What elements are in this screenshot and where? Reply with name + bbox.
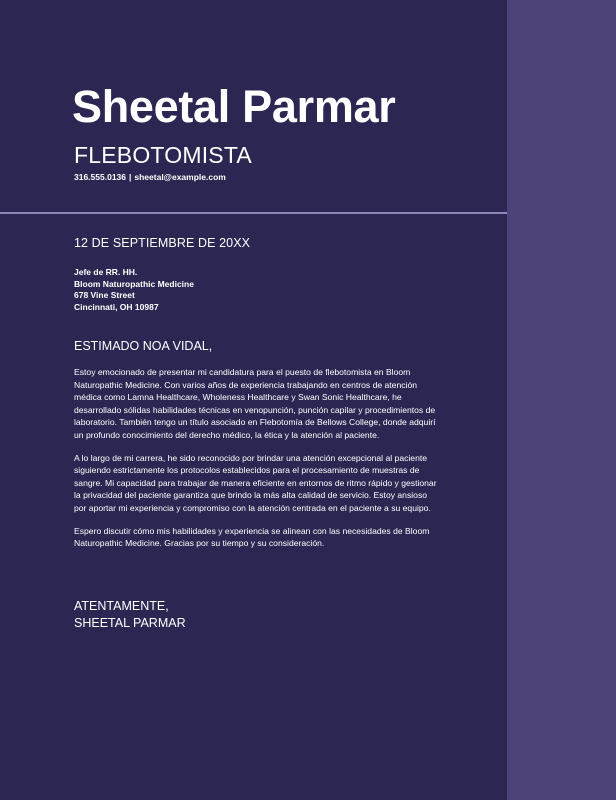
contact-separator: | bbox=[129, 172, 132, 182]
recipient-city: Cincinnati, OH 10987 bbox=[74, 301, 159, 312]
body-paragraph-3: Espero discutir cómo mis habilidades y experiencia se alinean con las necesidades de Bloom Naturopathic Medicine. Gracias por su tiempo y su consideración. bbox=[74, 525, 430, 549]
recipient-address bbox=[74, 267, 194, 313]
body-paragraph-2: A lo largo de mi carrera, he sido reconocido por brindar una atención excepcional al paciente siguiendo estrictamente los protocolos establecidos para el procesamiento de muestras de sangre. Mi capacidad para trabajar de manera eficiente en entornos de ritmo rápido y gestionar la privacidad del paciente garantiza que brindo la más alta calidad de servicio. Estoy ansioso por aportar mi experiencia y compromiso con la atención centrada en el paciente a su equipo. bbox=[74, 452, 437, 513]
recipient-street: 678 Vine Street bbox=[74, 290, 135, 300]
contact-line bbox=[74, 171, 226, 183]
decorative-side-band bbox=[507, 0, 616, 800]
signature-name: SHEETAL PARMAR bbox=[74, 616, 186, 630]
closing-phrase: ATENTAMENTE, bbox=[74, 599, 169, 613]
letter-date: 12 DE SEPTIEMBRE DE 20XX bbox=[74, 236, 251, 250]
header-divider bbox=[0, 212, 507, 214]
salutation: ESTIMADO NOA VIDAL, bbox=[74, 339, 213, 353]
closing-block bbox=[74, 598, 186, 632]
recipient-title: Jefe de RR. HH. bbox=[74, 267, 138, 277]
body-paragraph-1: Estoy emocionado de presentar mi candidatura para el puesto de flebotomista en Bloom Naturopathic Medicine. Con varios años de experiencia trabajando en centros de atención médica como Lamna Healthcare, Wholeness Healthcare y Swan Sonic Healthcare, he desarrollado sólidas habilidades técnicas en venopunción, punción capilar y procedimientos de laboratorio. También tengo un título asociado en Flebotomía de Bellows College, donde adquirí un profundo conocimiento del derecho médico, la ética y la atención al paciente. bbox=[74, 367, 436, 440]
recipient-company: Bloom Naturopathic Medicine bbox=[74, 278, 194, 289]
email-address: sheetal@example.com bbox=[134, 172, 226, 182]
letter-body bbox=[74, 366, 440, 560]
sender-name: Sheetal Parmar bbox=[72, 81, 396, 132]
sender-role: FLEBOTOMISTA bbox=[74, 142, 252, 168]
phone-number: 316.555.0136 bbox=[74, 172, 126, 182]
